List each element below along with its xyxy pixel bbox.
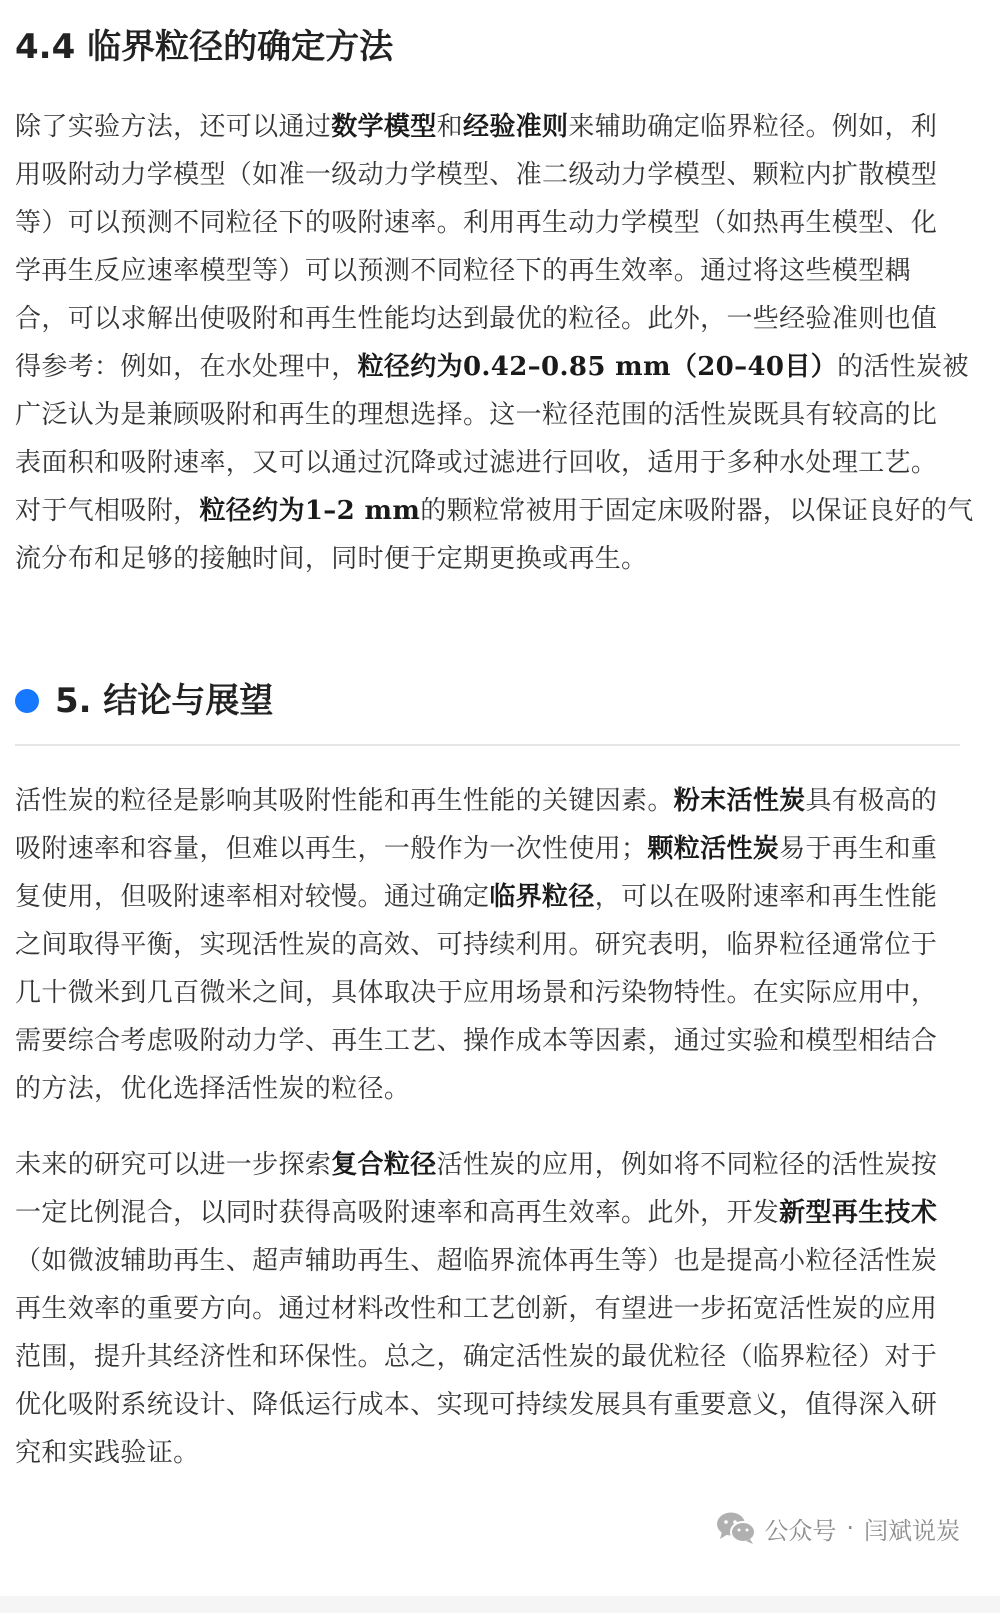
text-run: 具有极高的	[805, 786, 938, 816]
paragraph-line	[15, 1381, 975, 1429]
text-run: 对于气相吸附，	[15, 496, 200, 526]
paragraph-line	[15, 1141, 975, 1189]
paragraph-line	[15, 343, 975, 391]
text-run: 范围，提升其经济性和环保性。总之，确定活性炭的最优粒径（临界粒径）对于	[15, 1342, 938, 1372]
text-run: 几十微米到几百微米之间，具体取决于应用场景和污染物特性。在实际应用中，	[15, 978, 938, 1008]
paragraph-line	[15, 439, 975, 487]
section-5-header	[15, 676, 960, 726]
paragraph-line	[15, 921, 975, 969]
text-run: 优化吸附系统设计、降低运行成本、实现可持续发展具有重要意义，值得深入研	[15, 1390, 938, 1420]
paragraph-line	[15, 1017, 975, 1065]
bold-term: 经验准则	[462, 112, 569, 142]
text-run: 广泛认为是兼顾吸附和再生的理想选择。这一粒径范围的活性炭既具有较高的比	[15, 400, 938, 430]
text-run: 得参考：例如，在水处理中，	[15, 352, 358, 382]
text-run: 等）可以预测不同粒径下的吸附速率。利用再生动力学模型（如热再生模型、化	[15, 208, 938, 238]
text-run: 易于再生和重	[779, 834, 938, 864]
footer-account-name: 闫斌说炭	[864, 1516, 960, 1545]
bold-term: 粉末活性炭	[673, 786, 806, 816]
text-run: 究和实践验证。	[15, 1438, 200, 1468]
bottom-band	[0, 1596, 1000, 1613]
section-4-4-heading: 4.4 临界粒径的确定方法	[15, 27, 394, 67]
text-run: 和	[436, 112, 463, 142]
paragraph-line	[15, 969, 975, 1017]
text-run: 活性炭的粒径是影响其吸附性能和再生性能的关键因素。	[15, 786, 674, 816]
text-run: （如微波辅助再生、超声辅助再生、超临界流体再生等）也是提高小粒径活性炭	[15, 1246, 938, 1276]
text-run: 的颗粒常被用于固定床吸附器，以保证良好的气	[420, 496, 974, 526]
text-run: 的活性炭被	[837, 352, 969, 382]
section-divider	[15, 744, 960, 746]
paragraph-line	[15, 247, 975, 295]
text-run: 未来的研究可以进一步探索	[15, 1150, 332, 1180]
text-run: 学再生反应速率模型等）可以预测不同粒径下的再生效率。通过将这些模型耦	[15, 256, 911, 286]
text-run: 一定比例混合，以同时获得高吸附速率和高再生效率。此外，开发	[15, 1198, 780, 1228]
footer-label: 公众号	[764, 1516, 837, 1545]
text-run: 吸附速率和容量，但难以再生，一般作为一次性使用；	[15, 834, 648, 864]
outlook-paragraph	[15, 1141, 975, 1477]
bold-term: 临界粒径	[489, 882, 595, 912]
text-run: 活性炭的应用，例如将不同粒径的活性炭按	[436, 1150, 938, 1180]
paragraph-line	[15, 295, 975, 343]
bold-term: 数学模型	[331, 112, 437, 142]
paragraph-line	[15, 1285, 975, 1333]
paragraph-line	[15, 1333, 975, 1381]
text-run: 表面积和吸附速率，又可以通过沉降或过滤进行回收，适用于多种水处理工艺。	[15, 448, 938, 478]
text-run: ，可以在吸附速率和再生性能	[594, 882, 938, 912]
bold-term: 颗粒活性炭	[647, 834, 780, 864]
conclusion-paragraph	[15, 777, 975, 1113]
text-run: 流分布和足够的接触时间，同时便于定期更换或再生。	[15, 544, 648, 574]
bold-term: 新型再生技术	[779, 1198, 938, 1228]
paragraph-line	[15, 535, 975, 583]
bold-term: 复合粒径	[331, 1150, 437, 1180]
paragraph-line	[15, 1429, 975, 1477]
wechat-icon	[716, 1511, 756, 1545]
text-run: 之间取得平衡，实现活性炭的高效、可持续利用。研究表明，临界粒径通常位于	[15, 930, 938, 960]
section-5-heading: 5. 结论与展望	[55, 681, 274, 721]
heading-bullet-dot	[15, 689, 39, 713]
paragraph-line	[15, 777, 975, 825]
paragraph-line	[15, 1237, 975, 1285]
bold-term: 粒径约为1–2 mm	[199, 496, 421, 526]
paragraph-line	[15, 825, 975, 873]
text-run: 复使用，但吸附速率相对较慢。通过确定	[15, 882, 490, 912]
text-run: 的方法，优化选择活性炭的粒径。	[15, 1074, 411, 1104]
paragraph-line	[15, 199, 975, 247]
text-run: 除了实验方法，还可以通过	[15, 112, 332, 142]
paragraph-line	[15, 1065, 975, 1113]
bold-term: 粒径约为0.42–0.85 mm（20–40目）	[357, 352, 838, 382]
footer-separator: ·	[846, 1514, 854, 1542]
paragraph-line	[15, 1189, 975, 1237]
paragraph-line	[15, 487, 975, 535]
paragraph-line	[15, 391, 975, 439]
text-run: 合，可以求解出使吸附和再生性能均达到最优的粒径。此外，一些经验准则也值	[15, 304, 938, 334]
text-run: 再生效率的重要方向。通过材料改性和工艺创新，有望进一步拓宽活性炭的应用	[15, 1294, 938, 1324]
paragraph-line	[15, 151, 975, 199]
text-run: 来辅助确定临界粒径。例如，利	[568, 112, 938, 142]
text-run: 需要综合考虑吸附动力学、再生工艺、操作成本等因素，通过实验和模型相结合	[15, 1026, 938, 1056]
paragraph-line	[15, 103, 975, 151]
text-run: 用吸附动力学模型（如准一级动力学模型、准二级动力学模型、颗粒内扩散模型	[15, 160, 938, 190]
paragraph-line	[15, 873, 975, 921]
footer-attribution[interactable]	[716, 1508, 960, 1548]
section-4-4-paragraph	[15, 103, 975, 583]
